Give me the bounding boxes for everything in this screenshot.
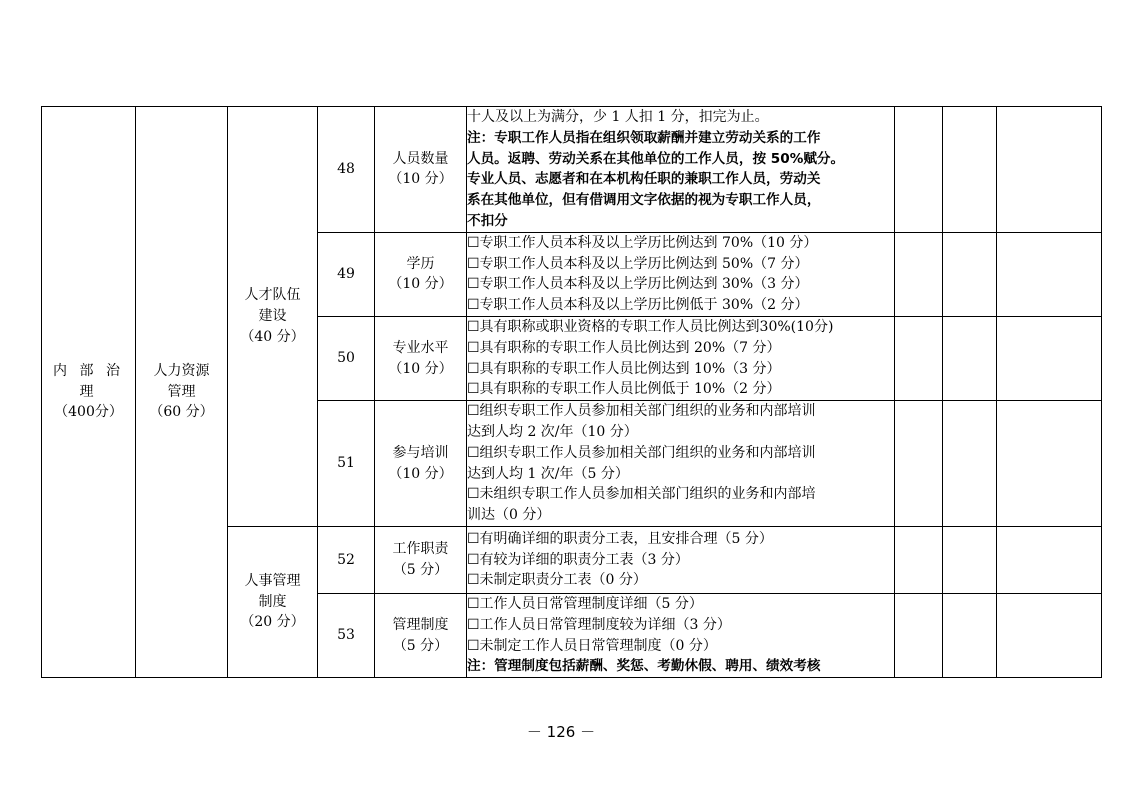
score-cell-review (943, 107, 997, 233)
note-line: 注：管理制度包括薪酬、奖惩、考勤休假、聘用、绩效考核 (467, 658, 821, 675)
item-name: 人员数量 (392, 150, 449, 167)
item-cell (375, 232, 467, 316)
criteria-option-cont: 达到人均 2 次/年（10 分） (467, 423, 638, 440)
criteria-option: ☐组织专职工作人员参加相关部门组织的业务和内部培训 (467, 444, 816, 461)
remark-cell (997, 232, 1102, 316)
item-score: （10 分） (388, 465, 453, 482)
criteria-option: ☐未组织专职工作人员参加相关部门组织的业务和内部培 (467, 486, 816, 503)
note-line: 系在其他单位，但有借调用文字依据的视为专职工作人员， (467, 192, 821, 209)
criteria-option: ☐专职工作人员本科及以上学历比例低于 30%（2 分） (467, 297, 809, 314)
criteria-cell (467, 232, 895, 316)
score-cell-self (895, 107, 943, 233)
criteria-option: ☐未制定职责分工表（0 分） (467, 572, 647, 589)
criteria-cell (467, 316, 895, 400)
item-cell (375, 316, 467, 400)
item-score: （10 分） (388, 276, 453, 293)
score-cell-self (895, 232, 943, 316)
score-cell-review (943, 316, 997, 400)
item-score: （10 分） (388, 171, 453, 188)
group-cell (228, 107, 318, 527)
remark-cell (997, 593, 1102, 677)
score-cell-self (895, 593, 943, 677)
criteria-line: 十人及以上为满分，少 1 人扣 1 分，扣完为止。 (467, 109, 769, 125)
group-name-line2: 制度 (258, 593, 287, 610)
remark-cell (997, 316, 1102, 400)
subcategory-cell (136, 107, 228, 678)
item-score: （10 分） (388, 360, 453, 377)
group-score: （40 分） (240, 328, 305, 345)
score-cell-review (943, 526, 997, 593)
remark-cell (997, 526, 1102, 593)
subcategory-name: 人力资源 (153, 362, 210, 379)
item-cell (375, 593, 467, 677)
criteria-cell (467, 401, 895, 527)
subcategory-name-line2: 管理 (167, 383, 196, 400)
item-number: 50 (318, 316, 375, 400)
item-number: 49 (318, 232, 375, 316)
item-cell (375, 526, 467, 593)
subcategory-score: （60 分） (149, 404, 214, 421)
score-cell-self (895, 401, 943, 527)
criteria-option-cont: 训达（0 分） (467, 507, 551, 524)
score-cell-self (895, 316, 943, 400)
criteria-option: ☐具有职称的专职工作人员比例低于 10%（2 分） (467, 381, 781, 398)
category-name: 内 部 治 理 (53, 362, 124, 400)
note-line: 不扣分 (467, 212, 508, 229)
criteria-cell (467, 526, 895, 593)
criteria-option: ☐有较为详细的职责分工表（3 分） (467, 551, 689, 568)
group-name-line2: 建设 (258, 308, 287, 325)
score-cell-review (943, 401, 997, 527)
criteria-option: ☐具有职称的专职工作人员比例达到 10%（3 分） (467, 360, 781, 377)
item-name: 学历 (406, 255, 435, 272)
score-cell-self (895, 526, 943, 593)
item-cell (375, 401, 467, 527)
remark-cell (997, 401, 1102, 527)
item-name: 专业水平 (392, 339, 449, 356)
table-row (42, 107, 1102, 233)
group-score: （20 分） (240, 614, 305, 631)
item-number: 51 (318, 401, 375, 527)
item-name: 管理制度 (392, 616, 449, 633)
criteria-option: ☐专职工作人员本科及以上学历比例达到 30%（3 分） (467, 276, 809, 293)
score-cell-review (943, 232, 997, 316)
group-name: 人事管理 (244, 572, 301, 589)
criteria-option: ☐有明确详细的职责分工表，且安排合理（5 分） (467, 530, 773, 547)
category-score: （400分） (54, 404, 123, 421)
evaluation-table (41, 106, 1102, 678)
item-score: （5 分） (392, 637, 449, 654)
criteria-option: ☐工作人员日常管理制度较为详细（3 分） (467, 616, 731, 633)
remark-cell (997, 107, 1102, 233)
criteria-option: ☐具有职称的专职工作人员比例达到 20%（7 分） (467, 339, 781, 356)
note-line: 专业人员、志愿者和在本机构任职的兼职工作人员，劳动关 (467, 171, 821, 188)
category-cell (42, 107, 136, 678)
item-score: （5 分） (392, 561, 449, 578)
item-name: 工作职责 (392, 541, 449, 558)
item-name: 参与培训 (392, 444, 449, 461)
note-line: 人员。返聘、劳动关系在其他单位的工作人员，按 50%赋分。 (467, 150, 845, 167)
group-name: 人才队伍 (244, 287, 301, 304)
criteria-option-cont: 达到人均 1 次/年（5 分） (467, 465, 629, 482)
criteria-cell (467, 593, 895, 677)
item-number: 53 (318, 593, 375, 677)
criteria-option: ☐工作人员日常管理制度详细（5 分） (467, 595, 703, 612)
criteria-option: ☐具有职称或职业资格的专职工作人员比例达到30%(10分) (467, 318, 834, 335)
item-cell (375, 107, 467, 233)
score-cell-review (943, 593, 997, 677)
note-line: 注：专职工作人员指在组织领取薪酬并建立劳动关系的工作 (467, 129, 821, 146)
criteria-cell (467, 107, 895, 233)
criteria-option: ☐专职工作人员本科及以上学历比例达到 50%（7 分） (467, 255, 809, 272)
criteria-option: ☐未制定工作人员日常管理制度（0 分） (467, 637, 717, 654)
group-cell (228, 526, 318, 677)
criteria-option: ☐专职工作人员本科及以上学历比例达到 70%（10 分） (467, 234, 818, 251)
item-number: 48 (318, 107, 375, 233)
item-number: 52 (318, 526, 375, 593)
criteria-option: ☐组织专职工作人员参加相关部门组织的业务和内部培训 (467, 403, 816, 420)
page-number: － 126 － (526, 723, 596, 741)
